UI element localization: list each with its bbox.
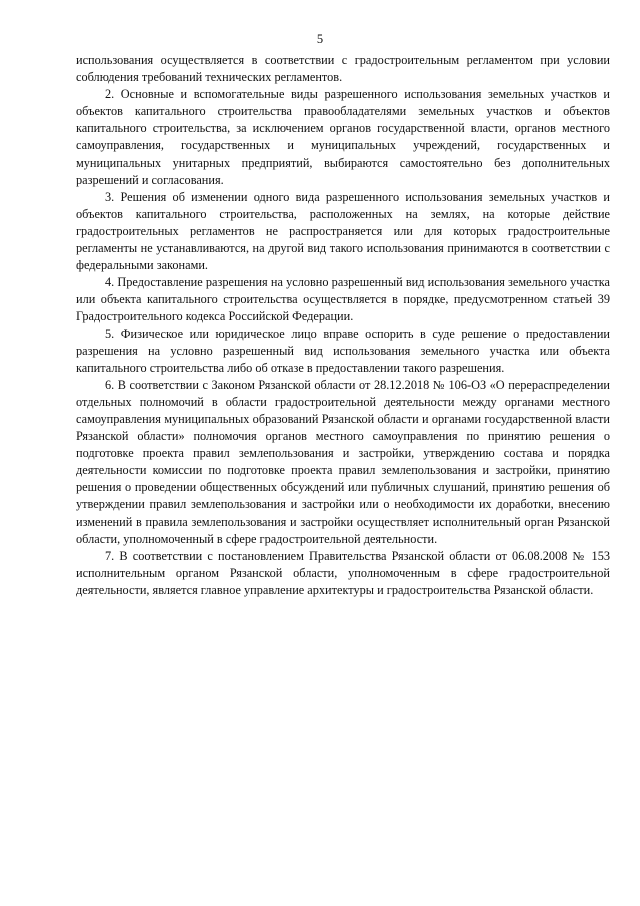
- page-number: 5: [316, 32, 324, 46]
- paragraph-3: 3. Решения об изменении одного вида разрешенного использования земельных участков и объектов капитального строительства, расположенных на землях, на которые действие градостроительных регламентов не распространяется или для которых градостроительные регламенты не устанавливаются, на другой вид такого использования принимаются в соответствии с федеральными законами.: [76, 189, 610, 273]
- paragraph-7: 7. В соответствии с постановлением Правительства Рязанской области от 06.08.2008 № 153 исполнительным органом Рязанской области, уполномоченным в сфере градостроительной деятельности, является главное управление архитектуры и градостроительства Рязанской области.: [76, 548, 610, 597]
- paragraph-continuation: использования осуществляется в соответствии с градостроительным регламентом при условии соблюдения требований технических регламентов.: [76, 53, 610, 85]
- paragraph-2: 2. Основные и вспомогательные виды разрешенного использования земельных участков и объектов капитального строительства правообладателями земельных участков и объектов капитального строительства, за исключением органов государственной власти, органов местного самоуправления, государственных и муниципальных учреждений, государственных и муниципальных унитарных предприятий, выбираются самостоятельно без дополнительных разрешений и согласования.: [76, 87, 610, 187]
- paragraph-5: 5. Физическое или юридическое лицо вправе оспорить в суде решение о предоставлении разрешения на условно разрешенный вид использования земельного участка или объекта капитального строительства либо об отказе в предоставлении такого разрешения.: [76, 326, 610, 375]
- paragraph-6: 6. В соответствии с Законом Рязанской области от 28.12.2018 № 106-ОЗ «О перераспределении отдельных полномочий в области градостроительной деятельности между органами местного самоуправления муниципальных образований Рязанской области и органами государственной власти Рязанской области» полномочия органов местного самоуправления по принятию решения о подготовке проекта правил землепользования и застройки, утверждению состава и порядка деятельности комиссии по подготовке проекта правил землепользования и застройки, принятию решения о проведении общественных обсуждений или публичных слушаний, принятию решения об утверждении правил землепользования и застройки или о необходимости их доработки, внесению изменений в правила землепользования и застройки осуществляет исполнительный орган Рязанской области, уполномоченный в сфере градостроительной деятельности.: [76, 377, 610, 546]
- document-body: [76, 52, 610, 599]
- paragraph-4: 4. Предоставление разрешения на условно разрешенный вид использования земельного участка или объекта капитального строительства осуществляется в порядке, предусмотренном статьей 39 Градостроительного кодекса Российской Федерации.: [76, 275, 610, 324]
